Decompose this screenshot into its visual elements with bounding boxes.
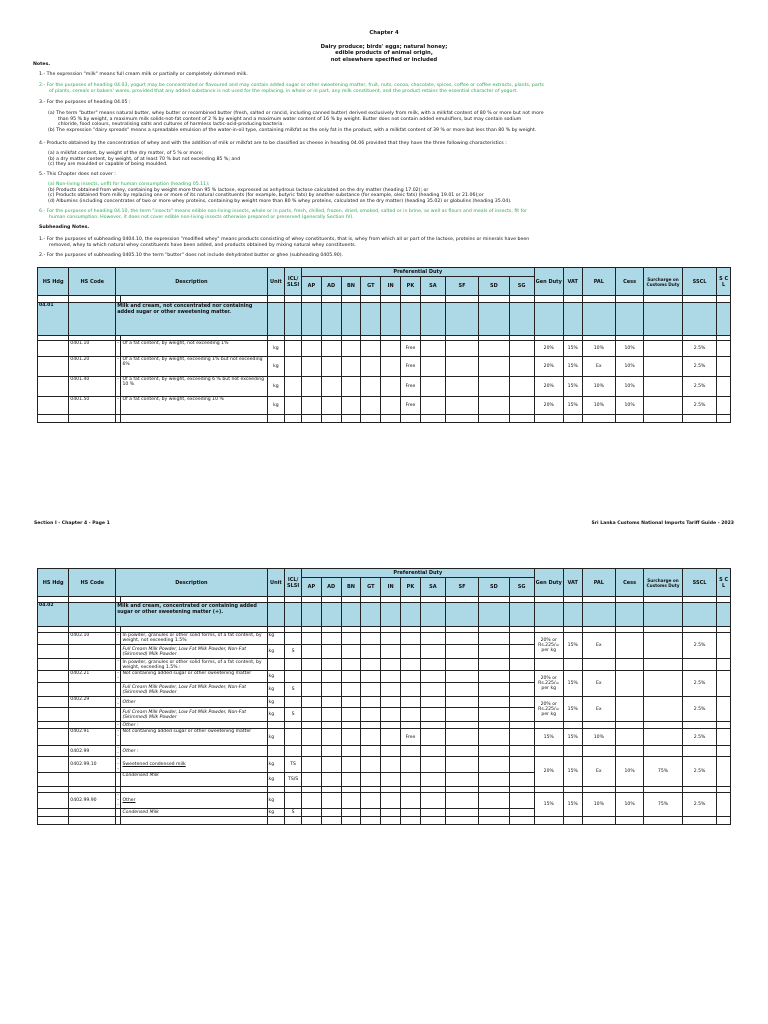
footer-right: Sri Lanka Customs National Imports Tariff Guide - 2023 bbox=[591, 521, 734, 526]
description: Other bbox=[121, 697, 267, 708]
note-6 bbox=[39, 209, 739, 220]
hs-code: 0402.29 bbox=[69, 697, 116, 708]
dash: - bbox=[116, 341, 121, 357]
gen-duty: 20% bbox=[534, 357, 563, 377]
footer-left: Section I - Chapter 4 - Page 1 bbox=[34, 521, 110, 526]
note-4-list bbox=[48, 151, 240, 168]
pk-value: Free bbox=[401, 341, 421, 357]
note-4b: (b) a dry matter content, by weight, of at least 70 % but not exceeding 85 %; and bbox=[48, 156, 241, 162]
col-preferential-duty: Preferential Duty bbox=[301, 569, 534, 578]
unit: kg bbox=[267, 683, 285, 697]
col-gt: GT bbox=[361, 277, 381, 296]
note-3a-line-1: (a) The term "butter" means natural butter, whey butter or recombined butter (fresh, salted or rancid, including canned butter) derived exclusively from milk, with a milkfat content of 80 % or more but not more bbox=[48, 111, 544, 116]
hs-code: 0402.99 bbox=[69, 746, 116, 757]
sscl: 2.5% bbox=[682, 377, 716, 397]
col-gen-duty: Gen Duty bbox=[534, 268, 563, 296]
col-icl: ICL/ SLSI bbox=[285, 569, 302, 597]
sscl: 2.5% bbox=[682, 697, 716, 722]
surcharge: 75% bbox=[644, 757, 683, 787]
table-row bbox=[38, 377, 731, 397]
col-ap: AP bbox=[301, 578, 321, 597]
chapter-title-line-3: not elsewhere specified or included bbox=[330, 56, 438, 63]
note-5a: (a) Non-living insects, unfit for human consumption (heading 05.11); bbox=[48, 182, 210, 187]
gen-duty: 20% or Rs.225/= per kg bbox=[534, 671, 563, 697]
description: Other : bbox=[121, 746, 267, 757]
table-row bbox=[38, 746, 731, 757]
dash: -- bbox=[116, 697, 121, 708]
unit: kg bbox=[267, 357, 285, 377]
description: Not containing added sugar or other sweetening matter bbox=[121, 671, 267, 683]
dash: -- bbox=[116, 746, 121, 757]
tariff-table-1 bbox=[37, 267, 731, 423]
note-5: 5.- This Chapter does not cover : bbox=[39, 172, 116, 177]
vat: 15% bbox=[563, 357, 582, 377]
pal: 10% bbox=[582, 377, 615, 397]
note-3-body bbox=[48, 111, 748, 133]
col-ap: AP bbox=[301, 277, 321, 296]
icl: S bbox=[285, 645, 302, 659]
vat: 15% bbox=[563, 397, 582, 415]
chapter-number: Chapter 4 bbox=[369, 30, 399, 36]
gen-duty: 20% bbox=[534, 757, 563, 787]
description: Of a fat content, by weight, exceeding 6 % but not exceeding 10 % bbox=[121, 377, 267, 397]
col-description: Description bbox=[116, 268, 267, 296]
sub-description: Condensed Milk bbox=[121, 773, 267, 787]
note-2-line-2: of plants, cereals or bakers' wares, provided that any added substance is not used for the replacing, in whole or in part, any milk constituent, and the product retains the essential character of yogurt. bbox=[49, 88, 518, 94]
note-2 bbox=[39, 83, 739, 94]
col-sa: SA bbox=[420, 578, 445, 597]
note-4a: (a) a milkfat content, by weight of the dry matter, of 5 % or more; bbox=[48, 151, 204, 156]
col-sg: SG bbox=[509, 578, 534, 597]
col-description: Description bbox=[116, 569, 267, 597]
col-pal: PAL bbox=[582, 569, 615, 597]
col-hs-code: HS Code bbox=[69, 569, 116, 597]
table-row bbox=[38, 729, 731, 746]
col-cess: Cess bbox=[616, 268, 644, 296]
col-scl: S C L bbox=[717, 268, 731, 296]
col-bn: BN bbox=[341, 578, 361, 597]
col-ad: AD bbox=[321, 578, 341, 597]
note-5b: (b) Products obtained from whey, containing by weight more than 95 % lactose, expressed as anhydrous lactose calculated on the dry matter (heading 17.02); or bbox=[48, 187, 429, 193]
note-2-line-1: 2.- For the purposes of heading 04.03, yogurt may be concentrated or flavoured and may contain added sugar or other sweetening matter, fruit, nuts, cocoa, chocolate, spices, coffee or coffee extracts, plants, parts bbox=[39, 83, 544, 88]
col-hs-hdg: HS Hdg bbox=[38, 569, 69, 597]
unit: kg bbox=[267, 757, 285, 773]
pal: Ex bbox=[582, 757, 615, 787]
hs-code: 0401.20 bbox=[69, 357, 116, 377]
col-hs-code: HS Code bbox=[69, 268, 116, 296]
note-3a-line-3: chloride, food colours, neutralising salts and cultures of harmless lactic-acid-producing bacteria. bbox=[58, 122, 284, 128]
col-sd: SD bbox=[479, 578, 509, 597]
icl: TS bbox=[285, 757, 302, 773]
cess: 10% bbox=[616, 341, 644, 357]
note-1: 1.- The expression "milk" means full cream milk or partially or completely skimmed milk. bbox=[39, 72, 248, 77]
note-6-line-1: 6.- For the purposes of heading 04.10, the term "insects" means edible non-living insects, whole or in parts, fresh, chilled, frozen, dried, smoked, salted or in brine, as well as flours and meals of insects, fit for bbox=[39, 209, 528, 214]
cess: 10% bbox=[616, 793, 644, 817]
dash: --- bbox=[116, 757, 121, 773]
heading-row bbox=[38, 603, 731, 627]
dash: - bbox=[116, 722, 121, 729]
col-sf: SF bbox=[445, 277, 478, 296]
pk-value: Free bbox=[401, 729, 421, 746]
icl: TS/S bbox=[285, 773, 302, 787]
unit: kg bbox=[267, 397, 285, 415]
dash: - bbox=[116, 377, 121, 397]
col-surcharge: Surcharge on Customs Duty bbox=[644, 268, 683, 296]
col-scl: S C L bbox=[717, 569, 731, 597]
gen-duty: 20% bbox=[534, 397, 563, 415]
dash: -- bbox=[116, 671, 121, 683]
col-pk: PK bbox=[401, 277, 421, 296]
description: Other : bbox=[121, 722, 267, 729]
note-6-line-2: human consumption. However, it does not cover edible non-living insects otherwise prepared or preserved (generally Section IV). bbox=[49, 214, 354, 220]
note-4c: (c) they are moulded or capable of being moulded. bbox=[48, 162, 168, 168]
icl: S bbox=[285, 683, 302, 697]
col-surcharge: Surcharge on Customs Duty bbox=[644, 569, 683, 597]
description: Sweetened condensed milk bbox=[121, 757, 267, 773]
cess: 10% bbox=[616, 757, 644, 787]
hs-code: 0401.10 bbox=[69, 341, 116, 357]
notes-heading: Notes. bbox=[33, 62, 51, 67]
heading-code: 04.01 bbox=[38, 303, 69, 336]
note-3b: (b) The expression "dairy spreads" means a spreadable emulsion of the water-in-oil type, containing milkfat as the only fat in the product, with a milkfat content of 39 % or more but less than 80 % by weight. bbox=[48, 127, 537, 133]
col-unit: Unit bbox=[267, 569, 285, 597]
sub-description: Full Cream Milk Powder, Low Fat Milk Powder, Non-Fat (Skimmed) Milk Powder bbox=[121, 683, 267, 697]
sscl: 2.5% bbox=[682, 793, 716, 817]
col-bn: BN bbox=[341, 277, 361, 296]
col-pk: PK bbox=[401, 578, 421, 597]
description: Of a fat content, by weight, exceeding 1% but not exceeding 6% bbox=[121, 357, 267, 377]
pal: 10% bbox=[582, 341, 615, 357]
col-sscl: SSCL bbox=[682, 268, 716, 296]
chapter-title-line-2: edible products of animal origin, bbox=[335, 50, 433, 57]
col-pal: PAL bbox=[582, 268, 615, 296]
vat: 15% bbox=[563, 697, 582, 722]
hs-code: 0402.21 bbox=[69, 671, 116, 683]
unit: kg bbox=[267, 645, 285, 659]
dash: - bbox=[116, 659, 121, 671]
heading-code: 04.02 bbox=[38, 603, 69, 627]
vat: 15% bbox=[563, 377, 582, 397]
col-in: IN bbox=[381, 277, 401, 296]
pal: Ex bbox=[582, 357, 615, 377]
unit: kg bbox=[267, 793, 285, 809]
hs-code: 0401.40 bbox=[69, 377, 116, 397]
col-sa: SA bbox=[420, 277, 445, 296]
icl: S bbox=[285, 708, 302, 722]
subheading-note-1 bbox=[39, 237, 739, 248]
pal: Ex bbox=[582, 633, 615, 659]
dash: - bbox=[116, 397, 121, 415]
heading-row bbox=[38, 303, 731, 336]
unit: kg bbox=[267, 708, 285, 722]
col-vat: VAT bbox=[563, 268, 582, 296]
dash: --- bbox=[116, 793, 121, 809]
note-5c: (c) Products obtained from milk by replacing one or more of its natural constituents (for example, butyric fats) by another substance (for example, oleic fats) (heading 19.01 or 21.06);or bbox=[48, 193, 484, 199]
table-row bbox=[38, 633, 731, 645]
cess: 10% bbox=[616, 357, 644, 377]
col-sf: SF bbox=[445, 578, 478, 597]
table-row bbox=[38, 341, 731, 357]
unit: kg bbox=[267, 341, 285, 357]
pk-value: Free bbox=[401, 377, 421, 397]
hs-code: 0402.10 bbox=[69, 633, 116, 645]
gen-duty: 20% or Rs.225/= per kg bbox=[534, 633, 563, 659]
description: Of a fat content, by weight, not exceeding 1% bbox=[121, 341, 267, 357]
col-sd: SD bbox=[479, 277, 509, 296]
chapter-title-line-1: Dairy produce; birds' eggs; natural honey; bbox=[320, 44, 448, 50]
vat: 15% bbox=[563, 633, 582, 659]
pk-value: Free bbox=[401, 357, 421, 377]
table-row bbox=[38, 722, 731, 729]
table-row bbox=[38, 793, 731, 809]
dash: -- bbox=[116, 729, 121, 746]
unit: kg bbox=[267, 729, 285, 746]
col-cess: Cess bbox=[616, 569, 644, 597]
note-3: 3.- For the purposes of heading 04.05 : bbox=[39, 100, 131, 105]
table-row bbox=[38, 671, 731, 683]
chapter-title bbox=[0, 44, 768, 63]
gen-duty: 20% bbox=[534, 341, 563, 357]
col-sscl: SSCL bbox=[682, 569, 716, 597]
dash: - bbox=[116, 357, 121, 377]
heading-description: Milk and cream, concentrated or containing added sugar or other sweetening matter (+). bbox=[116, 603, 267, 627]
cess: 10% bbox=[616, 377, 644, 397]
col-icl: ICL/ SLSI bbox=[285, 268, 302, 296]
sscl: 2.5% bbox=[682, 397, 716, 415]
gen-duty: 20% or Rs.225/= per kg bbox=[534, 697, 563, 722]
col-in: IN bbox=[381, 578, 401, 597]
heading-description: Milk and cream, not concentrated nor containing added sugar or other sweetening matter. bbox=[116, 303, 267, 336]
subheading-note-2: 2.- For the purposes of subheading 0405.10 the term "butter" does not include dehydrated butter or ghee (subheading 0405.90). bbox=[39, 253, 344, 258]
pal: 10% bbox=[582, 729, 615, 746]
col-gt: GT bbox=[361, 578, 381, 597]
sscl: 2.5% bbox=[682, 633, 716, 659]
vat: 15% bbox=[563, 671, 582, 697]
table-row bbox=[38, 757, 731, 773]
sscl: 2.5% bbox=[682, 729, 716, 746]
subheading-notes-heading: Subheading Notes. bbox=[39, 225, 90, 230]
subheading-note-1-line-1: 1.- For the purposes of subheading 0404.10, the expression "modified whey" means products consisting of whey constituents, that is, whey from which all or part of the lactose, proteins or minerals have been bbox=[39, 237, 530, 242]
col-unit: Unit bbox=[267, 268, 285, 296]
vat: 15% bbox=[563, 793, 582, 817]
subheading-note-1-line-2: removed, whey to which natural whey constituents have been added, and products obtained by mixing natural whey constituents. bbox=[49, 242, 357, 248]
col-gen-duty: Gen Duty bbox=[534, 569, 563, 597]
col-preferential-duty: Preferential Duty bbox=[301, 268, 534, 277]
sub-description: Full Cream Milk Powder, Low Fat Milk Powder, Non-Fat (Skimmed) Milk Powder bbox=[121, 708, 267, 722]
table-row bbox=[38, 697, 731, 708]
note-4: 4.- Products obtained by the concentration of whey and with the addition of milk or milkfat are to be classified as cheese in heading 04.06 provided that they have the three following characteristics : bbox=[39, 141, 507, 146]
description: Other bbox=[121, 793, 267, 809]
cess: 10% bbox=[616, 397, 644, 415]
pal: Ex bbox=[582, 671, 615, 697]
note-5d: (d) Albumins (including concentrates of two or more whey proteins, containing by weight more than 80 % whey proteins, calculated on the dry matter) (heading 35.02) or globulins (heading 35.04). bbox=[48, 198, 512, 204]
pal: 10% bbox=[582, 793, 615, 817]
hs-code: 0402.99.10 bbox=[69, 757, 116, 773]
hs-code: 0402.91 bbox=[69, 729, 116, 746]
pal: 10% bbox=[582, 397, 615, 415]
unit: kg bbox=[267, 773, 285, 787]
gen-duty: 15% bbox=[534, 793, 563, 817]
sscl: 2.5% bbox=[682, 357, 716, 377]
description: Not containing added sugar or other sweetening matter bbox=[121, 729, 267, 746]
sub-description: Full Cream Milk Powder, Low Fat Milk Powder, Non-Fat (Skimmed) Milk Powder bbox=[121, 645, 267, 659]
table-row bbox=[38, 397, 731, 415]
sscl: 2.5% bbox=[682, 341, 716, 357]
col-ad: AD bbox=[321, 277, 341, 296]
gen-duty: 15% bbox=[534, 729, 563, 746]
hs-code: 0402.99.90 bbox=[69, 793, 116, 809]
description: In powder, granules or other solid forms, of a fat content, by weight, exceeding 1.5% : bbox=[121, 659, 267, 671]
col-sg: SG bbox=[509, 277, 534, 296]
sscl: 2.5% bbox=[682, 757, 716, 787]
vat: 15% bbox=[563, 341, 582, 357]
icl: S bbox=[285, 809, 302, 817]
pal: Ex bbox=[582, 697, 615, 722]
note-3a-line-2: than 95 % by weight, a maximum milk solids-not-fat content of 2 % by weight and a maximum water content of 16 % by weight. Butter does not contain added emulsifiers, but may contain sodium bbox=[58, 116, 522, 122]
table-row bbox=[38, 357, 731, 377]
col-vat: VAT bbox=[563, 569, 582, 597]
note-5-list bbox=[48, 182, 512, 204]
unit: kg bbox=[267, 633, 285, 645]
vat: 15% bbox=[563, 757, 582, 787]
unit: kg bbox=[267, 377, 285, 397]
description: Of a fat content, by weight, exceeding 10 % bbox=[121, 397, 267, 415]
table-row bbox=[38, 659, 731, 671]
dash: - bbox=[116, 633, 121, 645]
sscl: 2.5% bbox=[682, 671, 716, 697]
vat: 15% bbox=[563, 729, 582, 746]
surcharge: 75% bbox=[644, 793, 683, 817]
unit: kg bbox=[267, 697, 285, 708]
gen-duty: 20% bbox=[534, 377, 563, 397]
pk-value: Free bbox=[401, 397, 421, 415]
col-hs-hdg: HS Hdg bbox=[38, 268, 69, 296]
tariff-table-2 bbox=[37, 568, 731, 825]
unit: kg bbox=[267, 809, 285, 817]
description: In powder, granules or other solid forms, of a fat content, by weight, not exceeding 1.5% bbox=[121, 633, 267, 645]
unit: kg bbox=[267, 671, 285, 683]
hs-code: 0401.50 bbox=[69, 397, 116, 415]
sub-description: Condensed Milk bbox=[121, 809, 267, 817]
